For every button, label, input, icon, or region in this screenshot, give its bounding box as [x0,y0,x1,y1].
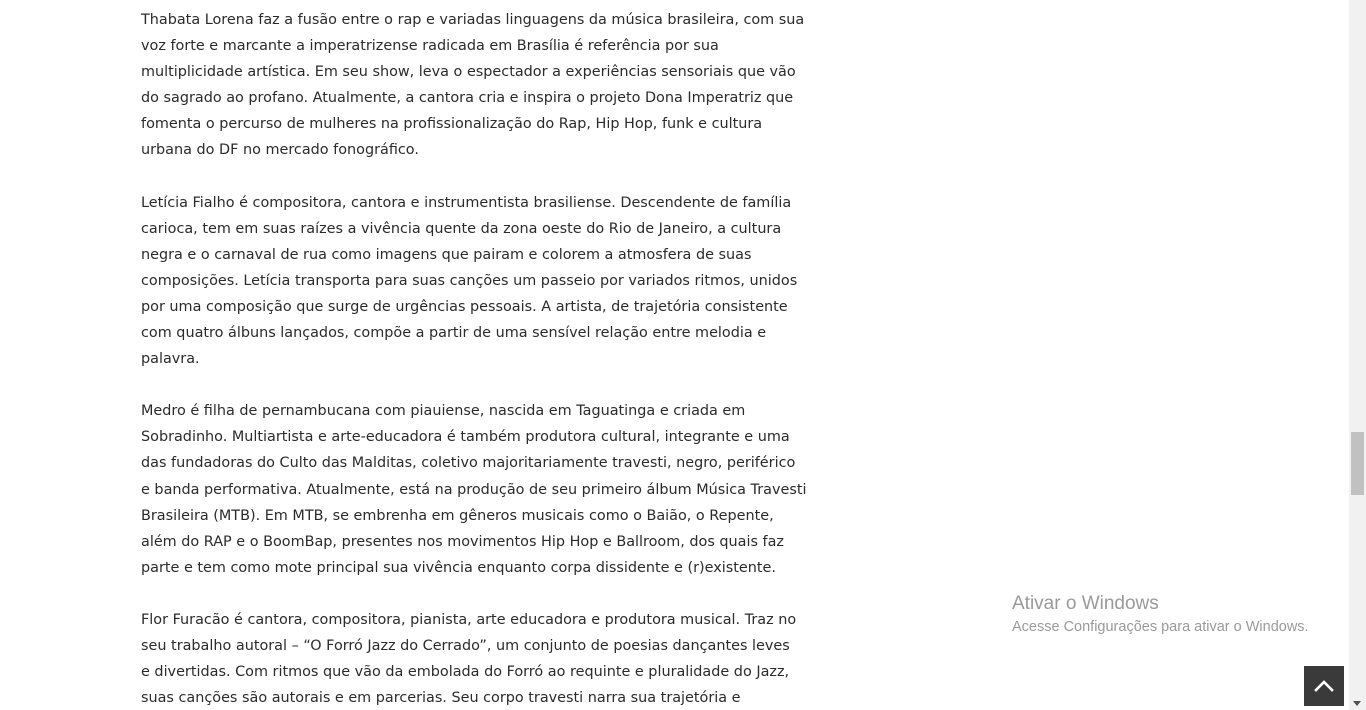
watermark-subtitle: Acesse Configurações para ativar o Windows. [1012,619,1309,635]
scroll-down-arrow-icon[interactable] [1353,701,1361,706]
article-body [141,7,841,710]
paragraph-line: negra e o carnaval de rua como imagens que pairam e colorem a atmosfera de suas [141,246,752,263]
windows-activation-watermark [1012,592,1309,638]
paragraph-line: voz forte e marcante a imperatrizense radicada em Brasília é referência por sua [141,38,719,55]
paragraph-line: Sobradinho. Multiartista e arte-educadora é também produtora cultural, integrante e uma [141,429,790,446]
paragraph-line: e banda performativa. Atualmente, está na produção de seu primeiro álbum Música Travesti [141,481,807,498]
back-to-top-button[interactable] [1304,666,1344,706]
paragraph-line: multiplicidade artística. Em seu show, leva o espectador a experiências sensoriais que vão [141,64,796,81]
paragraph-line: Medro é filha de pernambucana com piauiense, nascida em Taguatinga e criada em [141,403,746,420]
paragraph-line: Flor Furacão é cantora, compositora, pianista, arte educadora e produtora musical. Traz no [141,611,797,628]
scrollbar-thumb[interactable] [1351,432,1364,495]
paragraph-medro [141,398,841,581]
paragraph-line: Thabata Lorena faz a fusão entre o rap e variadas linguagens da música brasileira, com sua [141,12,805,28]
paragraph-line: das fundadoras do Culto das Malditas, coletivo majoritariamente travesti, negro, periférico [141,455,796,472]
chevron-up-icon [1314,680,1334,692]
paragraph-line: fomenta o percurso de mulheres na profissionalização do Rap, Hip Hop, funk e cultura [141,116,763,133]
paragraph-line: com quatro álbuns lançados, compõe a partir de uma sensível relação entre melodia e [141,325,767,342]
paragraph-leticia-fialho [141,190,841,373]
paragraph-thabata-lorena [141,7,841,164]
paragraph-line: e divertidas. Com ritmos que vão da embolada do Forró ao requinte e pluralidade do Jazz, [141,664,790,681]
paragraph-line: do sagrado ao profano. Atualmente, a cantora cria e inspira o projeto Dona Imperatriz que [141,90,794,107]
paragraph-line: Brasileira (MTB). Em MTB, se embrenha em gêneros musicais como o Baião, o Repente, [141,507,774,524]
paragraph-line: por uma composição que surge de urgências pessoais. A artista, de trajetória consistente [141,298,788,315]
paragraph-line: carioca, tem em suas raízes a vivência quente da zona oeste do Rio de Janeiro, a cultura [141,220,782,237]
watermark-title: Ativar o Windows [1012,593,1159,614]
paragraph-flor-furacao [141,607,841,710]
paragraph-line: Letícia Fialho é compositora, cantora e instrumentista brasiliense. Descendente de família [141,194,792,211]
paragraph-line: palavra. [141,351,200,368]
paragraph-line: suas canções são autorais e em parcerias. Seu corpo travesti narra sua trajetória e [141,690,741,707]
vertical-scrollbar[interactable] [1349,0,1366,710]
paragraph-line: urbana do DF no mercado fonográfico. [141,142,419,159]
paragraph-line: parte e tem como mote principal sua vivência enquanto corpa dissidente e (r)existente. [141,559,776,576]
paragraph-line: composições. Letícia transporta para suas canções um passeio por variados ritmos, unidos [141,272,798,289]
paragraph-line: além do RAP e o BoomBap, presentes nos movimentos Hip Hop e Ballroom, dos quais faz [141,533,784,550]
paragraph-line: seu trabalho autoral – “O Forró Jazz do Cerrado”, um conjunto de poesias dançantes leves [141,637,790,654]
